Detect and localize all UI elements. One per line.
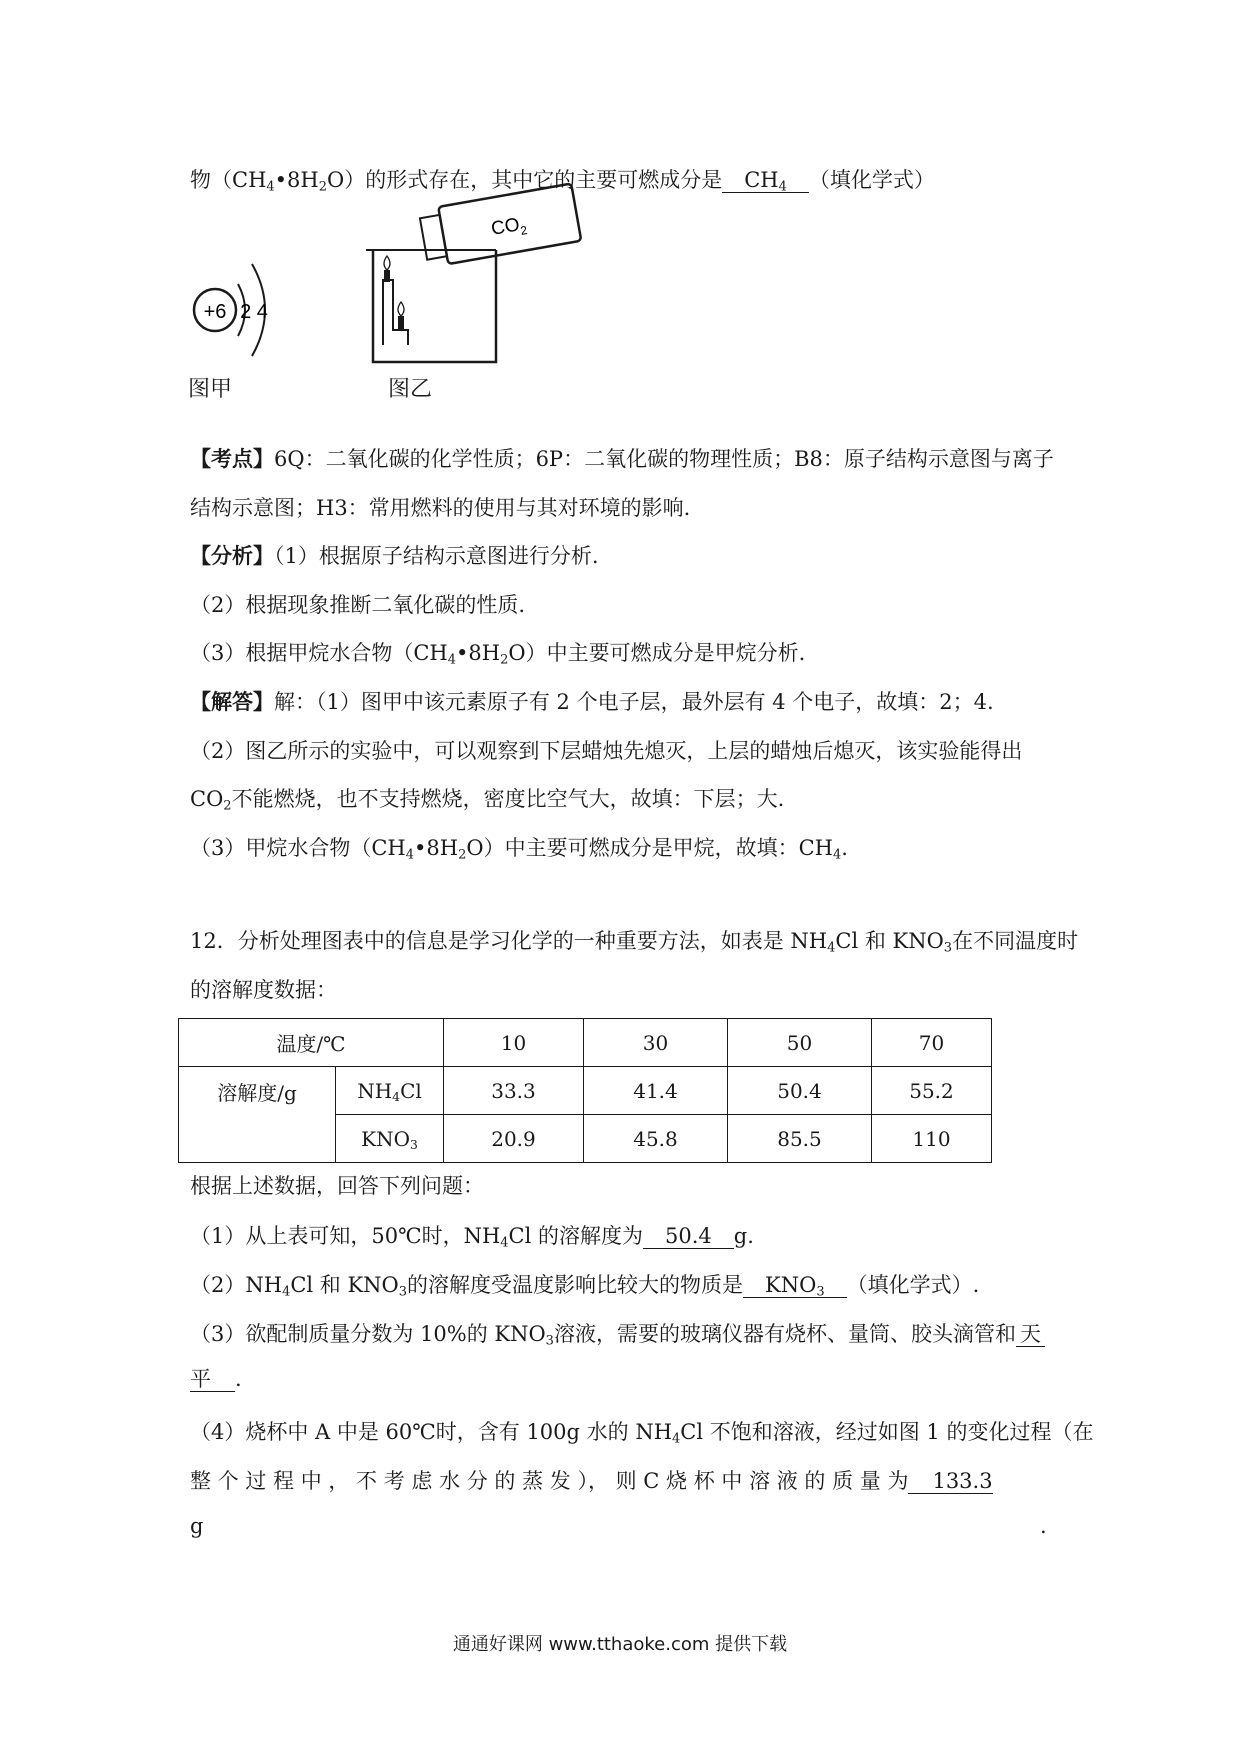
fenxi-line1 [190,540,599,570]
substance-nh4cl: $NH_4Cl$ [336,1067,444,1115]
text: •8H [274,168,319,192]
caption-yi: 图乙 [388,377,433,402]
value-cell: 85.5 [728,1115,872,1163]
q12-line1: 12．分析处理图表中的信息是学习化学的一种重要方法，如表是 $NH_4Cl$ 和 $KNO_3$在不同温度时 [190,929,1079,956]
text: （填化学式） [808,168,935,192]
value-cell: 20.9 [444,1115,584,1163]
q12-sub3: （3）欲配制质量分数为 10%的 $KNO_3$溶液，需要的玻璃仪器有烧杯、量筒、胶头滴管和 天 [190,1318,1045,1348]
answer-blank: 133.3 [908,1470,992,1494]
q12-sub2: $(2)NH_4Cl$ 和 $KNO_3$的溶解度受温度影响比较大的物质是 $KNO_3$ （填化学式）. [190,1273,980,1300]
value-cell: 55.2 [872,1067,992,1115]
text: 解：（1）图甲中该元素原子有 2 个电子层，最外层有 4 个电子，故填：2；4. [274,690,994,714]
text: （1）根据原子结构示意图进行分析. [274,544,599,568]
footer: 通通好课网 www.tthaoke.com 提供下载 [452,1634,788,1655]
jieda-line2: （2）图乙所示的实验中，可以观察到下层蜡烛先熄灭，上层的蜡烛后熄灭，该实验能得出 [190,739,1023,763]
beaker-diagram [366,184,581,362]
answer-blank: $CH_4$ [722,169,809,193]
intro-line [190,164,935,194]
co2-label: $CO_2$ [489,214,529,240]
value-cell: 41.4 [584,1067,728,1115]
temp-cell: 70 [872,1019,992,1067]
temp-cell: 10 [444,1019,584,1067]
value-cell: 33.3 [444,1067,584,1115]
subscript: 4 [266,179,275,195]
fenxi-line2: （2）根据现象推断二氧化碳的性质. [190,593,526,617]
figure-drawings [190,214,570,375]
text: 物（CH [190,168,267,192]
jieda-line1 [190,686,994,716]
fenxi-tag: 【分析】 [190,543,274,568]
jieda-line3: $CO_2$不能燃烧，也不支持燃烧，密度比空气大，故填：下层；大. [190,787,785,814]
solubility-table [178,1018,992,1163]
value-cell: 50.4 [728,1067,872,1115]
answer-blank: 50.4 [643,1225,734,1249]
kaodian-tag: 【考点】 [190,446,274,471]
subscript: 2 [318,179,328,195]
value-cell: 45.8 [584,1115,728,1163]
q12-sub4: （4）烧杯中 A 中是 60℃时，含有 100g 水的 $NH_4Cl$ 不饱和溶液，经过如图 1 的变化过程（在 [190,1420,1094,1447]
table-row [179,1067,992,1115]
text: 6Q：二氧化碳的化学性质；6P：二氧化碳的物理性质；B8：原子结构示意图与离子 [274,447,1054,471]
fenxi-line3: （3）根据甲烷水合物$(CH_4•8H_2O)$中主要可燃成分是甲烷分析. [190,641,806,668]
q12-sub4-line3: g [190,1514,204,1538]
q12-sub1: （1）从上表可知，50℃时，$NH_4Cl$ 的溶解度为 50.4 g. [190,1224,754,1251]
q12-sub3-cont: 平 . [190,1367,242,1391]
temp-cell: 30 [584,1019,728,1067]
shell-numbers: 2 4 [240,301,268,323]
answer-blank: 天 [1016,1323,1045,1347]
q12-sub4-line2: 整 个 过 程 中 ， 不 考 虑 水 分 的 蒸 发 ）， 则 C 烧 杯 中 溶 液 的 质 量 为 133.3 [190,1469,993,1493]
value-cell: 110 [872,1115,992,1163]
nucleus-label: +6 [203,301,227,323]
after-table: 根据上述数据，回答下列问题： [190,1174,484,1198]
figure-area [188,214,570,425]
answer-blank: $KNO_3$ [743,1274,847,1298]
text: O）的形式存在，其中它的主要可燃成分是 [327,168,723,192]
q12-sub4-period: . [1040,1514,1047,1538]
substance-kno3: $KNO_3$ [336,1115,444,1163]
answer-blank: 平 [190,1368,235,1392]
kaodian-line1 [190,443,1054,473]
jieda-tag: 【解答】 [190,689,274,714]
q12-line2: 的溶解度数据： [190,978,337,1002]
table-row [179,1019,992,1067]
kaodian-line2: 结构示意图；H3：常用燃料的使用与其对环境的影响. [190,496,691,520]
temp-header: 温度/℃ [179,1019,444,1067]
temp-cell: 50 [728,1019,872,1067]
solubility-label: 溶解度/g [179,1067,336,1163]
caption-jia: 图甲 [188,377,233,402]
atom-diagram [194,264,268,356]
jieda-line4: （3）甲烷水合物$(CH_4•8H_2O)$中主要可燃成分是甲烷，故填：$CH_4$. [190,836,848,863]
